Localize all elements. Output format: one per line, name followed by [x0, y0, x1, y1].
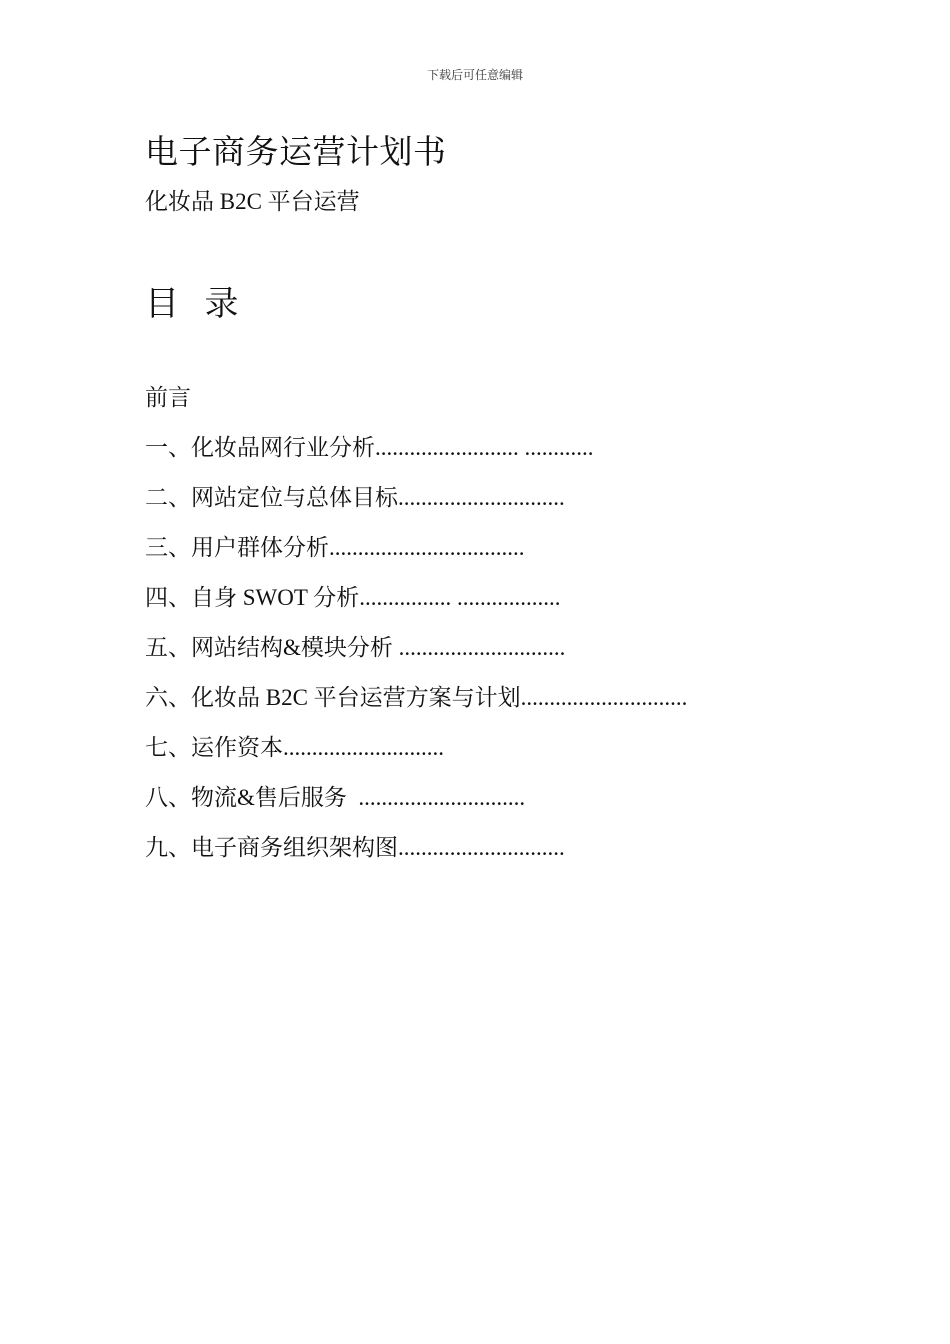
header-note: 下载后可任意编辑: [426, 68, 523, 82]
toc-item-operation-plan: 六、化妆品 B2C 平台运营方案与计划.............................: [145, 685, 688, 710]
toc-item-logistics-service: 八、物流&售后服务 .............................: [145, 785, 526, 810]
toc-item-preface: 前言: [145, 385, 191, 410]
toc-item-site-structure: 五、网站结构&模块分析 .............................: [145, 635, 566, 660]
toc-item-positioning-goals: 二、网站定位与总体目标.............................: [145, 485, 565, 510]
document-title: 电子商务运营计划书: [145, 135, 447, 171]
toc-item-org-chart: 九、电子商务组织架构图.............................: [145, 835, 565, 860]
toc-item-swot: 四、自身 SWOT 分析................ ..................: [145, 585, 561, 610]
document-subtitle: 化妆品 B2C 平台运营: [145, 189, 360, 214]
table-of-contents: [145, 380, 687, 880]
toc-item-capital: 七、运作资本............................: [145, 735, 444, 760]
toc-heading: 目 录: [145, 286, 239, 323]
toc-item-user-groups: 三、用户群体分析..................................: [145, 535, 525, 560]
toc-item-industry-analysis: 一、化妆品网行业分析......................... ............: [145, 435, 594, 460]
